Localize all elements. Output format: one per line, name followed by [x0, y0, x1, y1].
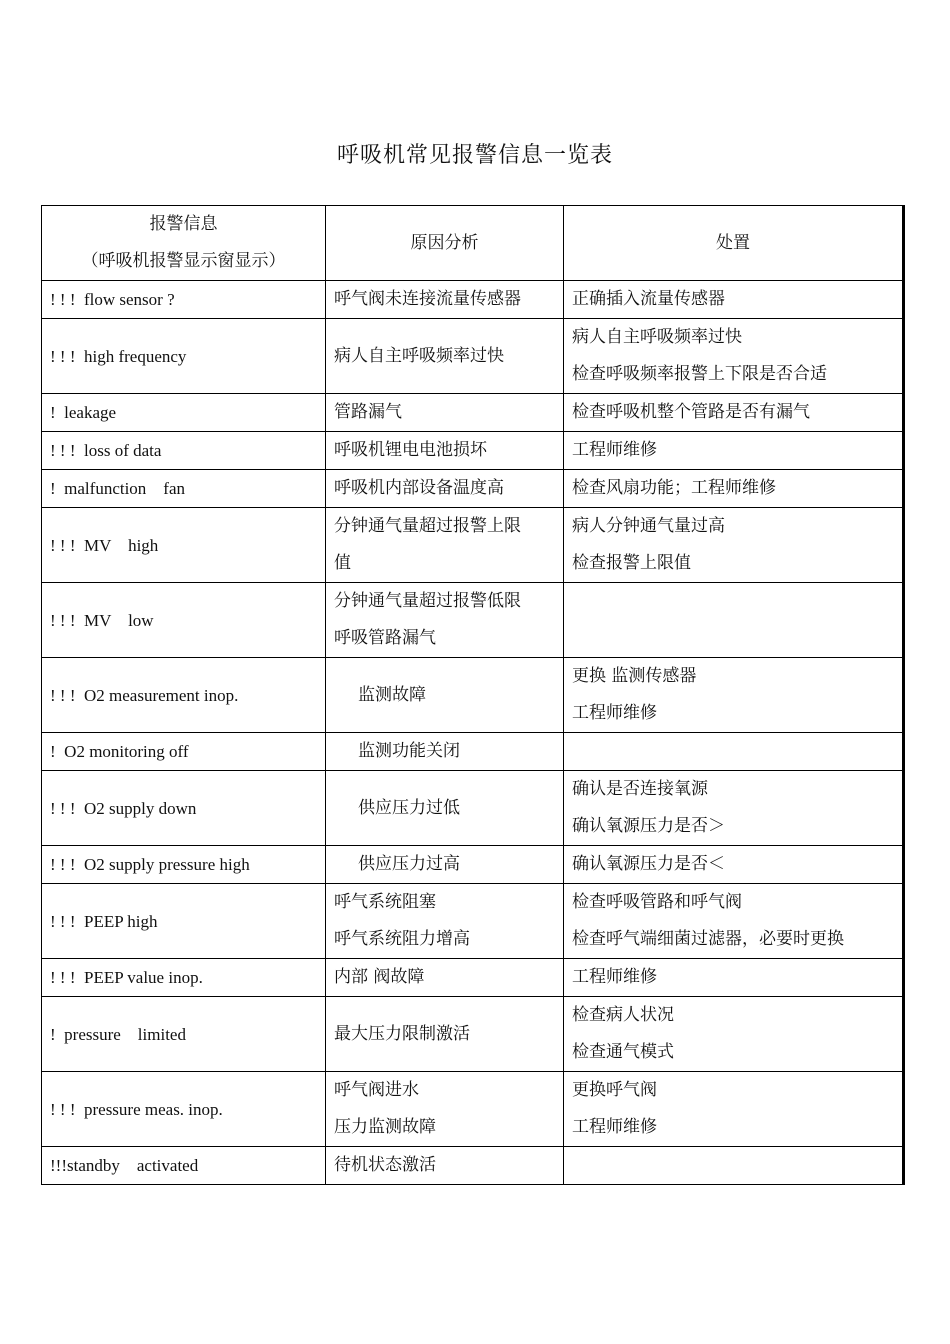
cause-cell-line: 供应压力过高 [358, 854, 460, 874]
page-title: 呼吸机常见报警信息一览表 [336, 143, 613, 168]
table-row [42, 281, 904, 319]
alarm-message: ! ! ! high frequency [42, 319, 326, 394]
alarm-message: ! ! ! O2 supply pressure high [42, 846, 326, 884]
cause-cell-line: 呼气阀进水 [334, 1080, 419, 1100]
action-cell-line: 更换呼气阀 [572, 1080, 657, 1100]
action-cell-line: 病人分钟通气量过高 [572, 516, 725, 536]
cause-cell-line: 监测功能关闭 [358, 741, 460, 761]
cause-cell [326, 959, 564, 997]
cause-cell-line: 值 [334, 553, 351, 573]
alarm-message: ! pressure limited [42, 997, 326, 1072]
table-row [42, 583, 904, 658]
cause-cell [326, 658, 564, 733]
cause-cell [326, 884, 564, 959]
action-cell-line: 检查通气模式 [572, 1042, 674, 1062]
action-cell [564, 1147, 904, 1185]
cause-cell [326, 1147, 564, 1185]
action-cell-line: 检查呼吸频率报警上下限是否合适 [572, 364, 827, 384]
action-cell [564, 771, 904, 846]
cause-cell-line: 监测故障 [358, 684, 426, 705]
table-row [42, 658, 904, 733]
cause-cell-line: 待机状态激活 [334, 1155, 436, 1175]
action-cell [564, 658, 904, 733]
alarm-message: ! ! ! pressure meas. inop. [42, 1072, 326, 1147]
cause-cell-line: 呼气阀未连接流量传感器 [334, 289, 521, 309]
action-cell-line: 病人自主呼吸频率过快 [572, 327, 742, 347]
cause-cell-line: 内部 阀故障 [334, 967, 425, 987]
action-cell [564, 884, 904, 959]
cause-cell-line: 供应压力过低 [358, 797, 460, 818]
table-header-row [42, 206, 904, 281]
alarm-table [41, 205, 905, 1185]
action-cell-line: 工程师维修 [572, 967, 657, 987]
alarm-message: ! O2 monitoring off [42, 733, 326, 771]
table-row [42, 432, 904, 470]
action-cell [564, 432, 904, 470]
cause-cell [326, 319, 564, 394]
cause-cell [326, 394, 564, 432]
alarm-message: ! ! ! MV high [42, 508, 326, 583]
action-cell-line: 检查风扇功能；工程师维修 [572, 478, 776, 498]
action-cell-line: 确认是否连接氧源 [572, 779, 708, 799]
cause-cell-line: 呼气系统阻力增高 [334, 929, 470, 949]
cause-cell-line: 分钟通气量超过报警低限 [334, 591, 521, 611]
action-cell [564, 959, 904, 997]
action-cell [564, 394, 904, 432]
table-row [42, 997, 904, 1072]
action-cell-line: 确认氧源压力是否＜ [572, 854, 725, 874]
cause-cell [326, 508, 564, 583]
cause-cell-line: 呼吸管路漏气 [334, 628, 436, 648]
action-cell [564, 997, 904, 1072]
cause-cell-line: 最大压力限制激活 [334, 1023, 470, 1044]
alarm-message: ! ! ! loss of data [42, 432, 326, 470]
alarm-message: ! leakage [42, 394, 326, 432]
alarm-message: ! ! ! PEEP value inop. [42, 959, 326, 997]
alarm-message: ! ! ! MV low [42, 583, 326, 658]
table-row [42, 733, 904, 771]
table-row [42, 846, 904, 884]
table-row [42, 319, 904, 394]
action-cell-line: 检查呼吸管路和呼气阀 [572, 892, 742, 912]
action-cell [564, 733, 904, 771]
header-cause: 原因分析 [326, 206, 564, 281]
action-cell-line: 工程师维修 [572, 440, 657, 460]
action-cell [564, 319, 904, 394]
action-cell-line: 正确插入流量传感器 [572, 289, 725, 309]
cause-cell-line: 压力监测故障 [334, 1117, 436, 1137]
cause-cell-line: 呼吸机锂电电池损坏 [334, 440, 487, 460]
table-row [42, 771, 904, 846]
action-cell [564, 1072, 904, 1147]
cause-cell-line: 呼吸机内部设备温度高 [334, 478, 504, 498]
header-action: 处置 [564, 206, 904, 281]
action-cell-line: 确认氧源压力是否＞ [572, 816, 725, 836]
cause-cell [326, 583, 564, 658]
cause-cell [326, 846, 564, 884]
action-cell-line: 检查病人状况 [572, 1005, 674, 1025]
table-row [42, 508, 904, 583]
cause-cell [326, 281, 564, 319]
action-cell-line: 检查呼吸机整个管路是否有漏气 [572, 402, 810, 422]
action-cell-line: 检查呼气端细菌过滤器，必要时更换 [572, 929, 844, 949]
table-row [42, 470, 904, 508]
cause-cell [326, 733, 564, 771]
table-row [42, 959, 904, 997]
cause-cell [326, 432, 564, 470]
alarm-message: ! ! ! O2 supply down [42, 771, 326, 846]
cause-cell-line: 病人自主呼吸频率过快 [334, 345, 504, 366]
cause-cell-line: 分钟通气量超过报警上限 [334, 516, 521, 536]
alarm-message: !!!standby activated [42, 1147, 326, 1185]
cause-cell [326, 470, 564, 508]
table-row [42, 394, 904, 432]
cause-cell-line: 呼气系统阻塞 [334, 892, 436, 912]
table-row [42, 884, 904, 959]
alarm-message: ! ! ! flow sensor ? [42, 281, 326, 319]
alarm-message: ! malfunction fan [42, 470, 326, 508]
action-cell [564, 470, 904, 508]
action-cell [564, 583, 904, 658]
cause-cell-line: 管路漏气 [334, 402, 402, 422]
cause-cell [326, 997, 564, 1072]
cause-cell [326, 1072, 564, 1147]
action-cell-line: 工程师维修 [572, 1117, 657, 1137]
alarm-message: ! ! ! O2 measurement inop. [42, 658, 326, 733]
table-row [42, 1147, 904, 1185]
action-cell [564, 281, 904, 319]
action-cell [564, 846, 904, 884]
table-row [42, 1072, 904, 1147]
alarm-message: ! ! ! PEEP high [42, 884, 326, 959]
action-cell-line: 更换 监测传感器 [572, 666, 697, 686]
action-cell-line: 工程师维修 [572, 703, 657, 723]
cause-cell [326, 771, 564, 846]
action-cell [564, 508, 904, 583]
header-alarm-info-title: 报警信息 [149, 214, 218, 234]
action-cell-line: 检查报警上限值 [572, 553, 691, 573]
header-alarm-info-subtitle: （呼吸机报警显示窗显示） [81, 251, 286, 271]
header-alarm-info [42, 206, 326, 281]
